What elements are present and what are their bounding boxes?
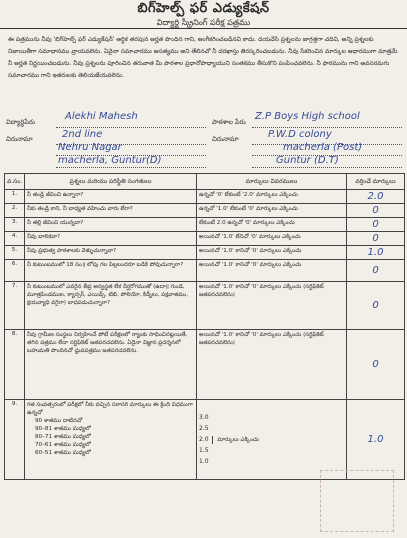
mark-value: 2.5 bbox=[199, 425, 209, 432]
table-row bbox=[5, 190, 405, 204]
school-name-label: పాఠశాల పేరు bbox=[212, 118, 246, 126]
percentage-range: 70–61 శాతము మధ్యలో bbox=[35, 442, 91, 448]
mark-value: 3.0 bbox=[199, 414, 209, 421]
form-title: బిగ్‌హెల్ప్ ఫర్ ఎడ్యుకేషన్ bbox=[137, 1, 270, 16]
row-score[interactable]: 0 bbox=[347, 282, 405, 330]
table-row bbox=[5, 232, 405, 246]
row-question: నీ కుటుంబములో ఎవరైన తీవ్ర అస్వస్థత లేక దీర్ఘరోగముతో (ఉదా॥ గుండె, మూత్రపిండముల, క్యాన్సర్, ఎయిడ్స్, టిబి, పోలియో, కిడ్నీలు, పక్షవాతము, క్షయవ్యాధి వగైరా) బాధపడుచున్నారా? bbox=[25, 282, 197, 330]
percentage-range: 90 శాతము దాటినచో bbox=[35, 418, 83, 424]
row-marks-rule: అయినచో '1.0' లేనిచో '0' మార్కులు ఎక్కించు bbox=[197, 232, 347, 246]
header-serial: వ.సం. bbox=[5, 174, 25, 190]
row-number: 1. bbox=[5, 190, 25, 204]
table-row bbox=[5, 330, 405, 400]
student-address-value-3[interactable]: macherla, Guntur(D) bbox=[58, 155, 162, 166]
school-name-line bbox=[252, 126, 402, 128]
row-question: నీ తల్లి జీవించి యున్నదా? bbox=[25, 218, 197, 232]
row-marks-rule: ఉన్నచో '1.0' లేకుంటే '0' మార్కులు ఎక్కించు bbox=[197, 204, 347, 218]
row-marks-rule-block bbox=[197, 400, 347, 480]
row-score[interactable]: 0 bbox=[347, 218, 405, 232]
table-row bbox=[5, 204, 405, 218]
header-applicable-marks: వర్తించే మార్కులు bbox=[347, 174, 405, 190]
row-marks-rule: ఉన్నచో '0' లేకుంటే '2.0' మార్కులు ఎక్కించు bbox=[197, 190, 347, 204]
row-marks-rule: అయినచో '1.0' కానిచో '0' మార్కులు ఎక్కించు bbox=[197, 246, 347, 260]
mark-value: 1.0 bbox=[199, 458, 209, 465]
table-header-row bbox=[5, 174, 405, 190]
row-number: 5. bbox=[5, 246, 25, 260]
percentage-range: 60–51 శాతము మధ్యలో bbox=[35, 450, 91, 456]
header-marks-details: మార్కులు వివరములు bbox=[197, 174, 347, 190]
row-question: నీ కుటుంబములో 18 సం॥ లోపు గల పిల్లలందరూ బడికి పోవుచున్నారా? bbox=[25, 260, 197, 282]
table-row bbox=[5, 246, 405, 260]
header-question: ప్రశ్నలు మరియు పరిస్థితి సంగతులు bbox=[25, 174, 197, 190]
student-address-label: చిరునామా bbox=[6, 135, 33, 143]
percentage-range: 90–81 శాతము మధ్యలో bbox=[35, 426, 91, 432]
row-marks-rule: అయినచో '1.0' కానిచో '0' మార్కులు ఎక్కించు (సర్టిఫికెట్ జతపరచవలెను) bbox=[197, 282, 347, 330]
row-score[interactable]: 1.0 bbox=[347, 246, 405, 260]
row-number: 6. bbox=[5, 260, 25, 282]
student-name-label: విద్యార్థిపేరు bbox=[6, 118, 35, 126]
table-row bbox=[5, 400, 405, 480]
school-name-value[interactable]: Z.P Boys High school bbox=[255, 111, 360, 122]
row-question: నీకు తండ్రి కాని, నీ బాధ్యత వహించు వారు లేరా? bbox=[25, 204, 197, 218]
school-address-label: చిరునామా bbox=[212, 135, 239, 143]
table-row bbox=[5, 218, 405, 232]
row-number: 8. bbox=[5, 330, 25, 400]
student-address-value-1[interactable]: 2nd line bbox=[62, 129, 103, 140]
row-score[interactable]: 0 bbox=[347, 330, 405, 400]
row-question: నీవు ప్రభుత్వ పాఠశాలకు వెళ్ళుచున్నావా? bbox=[25, 246, 197, 260]
row-marks-rule: లేకుంటే 2.0 ఉన్నచో '0' మార్కులు ఎక్కించు bbox=[197, 218, 347, 232]
row-question: గత సంవత్సరంలో పరీక్షలో నీకు వచ్చిన సరాసరి మార్కులు ఈ క్రింది విధముగా ఉన్నచో bbox=[27, 402, 193, 416]
table-row bbox=[5, 282, 405, 330]
row-score[interactable]: 2.0 bbox=[347, 190, 405, 204]
instructions-paragraph: ఈ పత్రమును నీవు 'బిగ్‌హెల్ప్ ఫర్ ఎడ్యుకేషన్' అర్థిక తరపున అర్హత పొందిన గాని, అంగీకరించబడినవి కాదు. దయచేసి ప్రశ్నలను జాగ్రత్తగా చదివి, అన్ని ప్రశ్నలకు నిజాయితీగా సమాధానము వ్రాయవలెను. ఏవైనా సమాచారము అసత్యము అని తేలినచో నీ దరఖాస్తు తిరస్కరించబడును. నీవు సేకరించిన మార్కుల ఆధారముగా మాత్రమే నీ అర్హత నిర్ణయించబడును. నీవు ప్రశ్నలను పూరించిన తరువాత మీ పాఠశాల ప్రధానోపాధ్యాయుని సంతకము తీసుకొని పంపించవలెను. నీ ఫారమును గాని అవసరమగు సమాచారము గాని ఇతరులకు తెలియజేయవలెను. bbox=[8, 36, 398, 79]
student-name-line bbox=[56, 126, 206, 128]
school-address-value-2[interactable]: macherla (Post) bbox=[283, 142, 363, 153]
school-stamp-area bbox=[320, 470, 394, 532]
screening-questions-table bbox=[4, 173, 405, 480]
row-question-block bbox=[25, 400, 197, 480]
student-address-line-3 bbox=[56, 166, 206, 168]
school-address-value-3[interactable]: Guntur (D.T) bbox=[276, 155, 339, 166]
mark-value: 1.5 bbox=[199, 447, 209, 454]
student-address-value-2[interactable]: Nehru Nagar bbox=[58, 142, 122, 153]
school-address-line-3 bbox=[252, 166, 402, 168]
mark-value: 2.0 bbox=[199, 436, 209, 443]
row-question: నీవు బాలికవా? bbox=[25, 232, 197, 246]
percentage-range: 80–71 శాతము మధ్యలో bbox=[35, 434, 91, 440]
marks-bracket bbox=[212, 436, 259, 444]
row-marks-rule: మార్కులు ఎక్కించు bbox=[217, 436, 259, 443]
row-question: నీ తండ్రి జీవించి ఉన్నారా? bbox=[25, 190, 197, 204]
form-subtitle: విద్యార్థి స్క్రీనింగ్ పరీక్ష పత్రము bbox=[156, 18, 251, 27]
row-marks-rule: అయినచో '1.0' కానిచో '0' మార్కులు ఎక్కించు (సర్టిఫికెట్ జతపరచవలెను) bbox=[197, 330, 347, 400]
row-number: 2. bbox=[5, 204, 25, 218]
row-number: 4. bbox=[5, 232, 25, 246]
percentage-range-list bbox=[27, 417, 194, 457]
row-score[interactable]: 1.0 bbox=[347, 400, 405, 480]
row-number: 9. bbox=[5, 400, 25, 480]
table-row bbox=[5, 260, 405, 282]
row-number: 7. bbox=[5, 282, 25, 330]
row-question: నీవు గ్రామీణ సంస్థలు నిర్వహించే పోటీ పరీక్షలలో ర్యాంకు సాధించినట్లయితే, తగిన పత్రము లేదా సర్టిఫికెట్ జతపరచవలెను. ఏదైనా విజ్ఞాన ప్రదర్శనలో బహుమతి పొందినచో ధ్రువపత్రము జతపరచవలెను. bbox=[25, 330, 197, 400]
student-name-value[interactable]: Alekhi Mahesh bbox=[65, 111, 138, 122]
row-score[interactable]: 0 bbox=[347, 260, 405, 282]
row-number: 3. bbox=[5, 218, 25, 232]
row-marks-rule: అయినచో '1.0' కానిచో '0' మార్కులు ఎక్కించు bbox=[197, 260, 347, 282]
row-score[interactable]: 0 bbox=[347, 204, 405, 218]
title-divider bbox=[0, 28, 407, 29]
marks-values bbox=[199, 412, 209, 467]
school-address-value-1[interactable]: P.W.D colony bbox=[268, 129, 332, 140]
row-score[interactable]: 0 bbox=[347, 232, 405, 246]
